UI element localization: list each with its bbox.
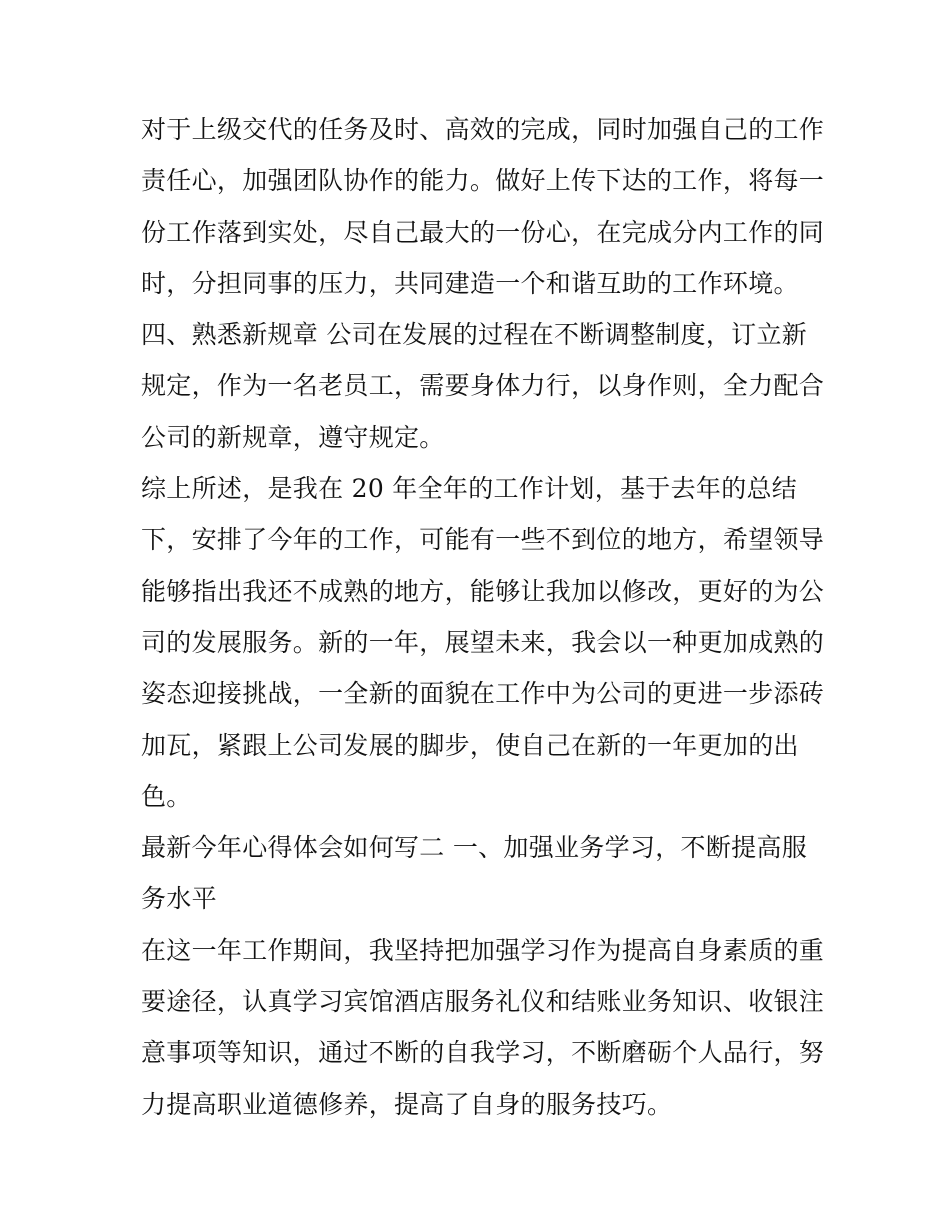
text-line: 务水平 — [141, 884, 217, 914]
text-line: 下，安排了今年的工作，可能有一些不到位的地方，希望领导 — [141, 525, 825, 555]
section-heading-line: 四、熟悉新规章 公司在发展的过程在不断调整制度，订立新 — [141, 320, 808, 350]
document-body — [141, 104, 825, 1130]
text-line: 对于上级交代的任务及时、高效的完成，同时加强自己的工作 — [141, 115, 825, 144]
text-line: 在这一年工作期间，我坚持把加强学习作为提高自身素质的重 — [141, 935, 825, 965]
text-line: 时，分担同事的压力，共同建造一个和谐互助的工作环境。 — [141, 268, 799, 298]
text-line: 加瓦，紧跟上公司发展的脚步，使自己在新的一年更加的出 — [141, 730, 799, 760]
text-line: 力提高职业道德修养，提高了自身的服务技巧。 — [141, 1089, 673, 1119]
text-line: 要途径，认真学习宾馆酒店服务礼仪和结账业务知识、收银注 — [141, 987, 825, 1017]
text-line: 司的发展服务。新的一年，展望未来，我会以一种更加成熟的 — [141, 627, 825, 657]
section-heading-line: 最新今年心得体会如何写二 一、加强业务学习，不断提高服 — [141, 833, 808, 863]
text-line: 份工作落到实处，尽自己最大的一份心，在完成分内工作的同 — [141, 217, 825, 247]
text-line: 色。 — [141, 781, 192, 811]
text-line: 能够指出我还不成熟的地方，能够让我加以修改，更好的为公 — [141, 576, 825, 606]
text-line: 姿态迎接挑战，一全新的面貌在工作中为公司的更进一步添砖 — [141, 679, 825, 709]
text-line: 综上所述，是我在 20 年全年的工作计划，基于去年的总结 — [141, 474, 798, 504]
text-line: 意事项等知识，通过不断的自我学习，不断磨砺个人品行，努 — [141, 1038, 825, 1068]
text-line: 公司的新规章，遵守规定。 — [141, 422, 445, 452]
text-line: 规定，作为一名老员工，需要身体力行，以身作则，全力配合 — [141, 371, 825, 401]
text-line: 责任心，加强团队协作的能力。做好上传下达的工作，将每一 — [141, 166, 825, 196]
